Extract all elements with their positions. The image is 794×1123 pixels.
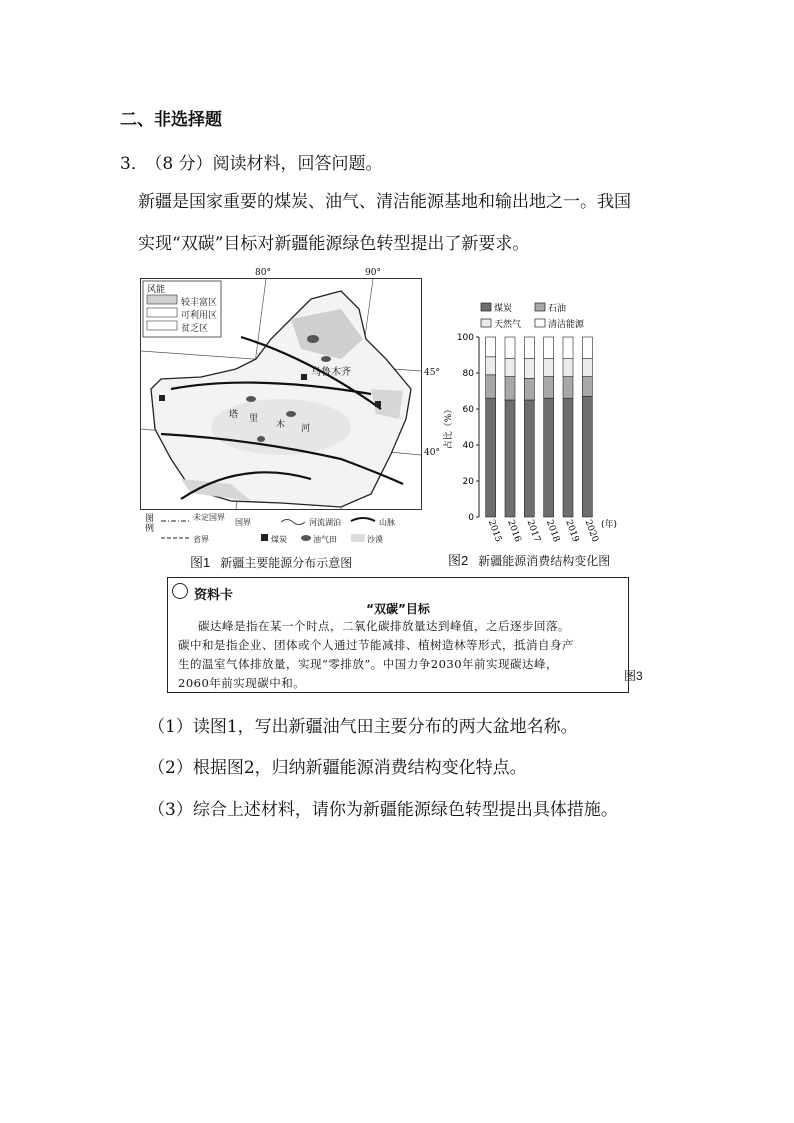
fig2-caption [448,550,610,569]
lat-label-40: 40° [424,448,440,458]
bar-segment [524,337,534,359]
card-line-4: 2060年前实现碳中和。 [178,676,306,690]
sub-question-1: （1）读图1，写出新疆油气田主要分布的两大盆地名称。 [148,717,578,737]
legend-national-border: 国界 [235,518,251,527]
oil-gas-field [257,436,265,442]
fig2-title: 新疆能源消费结构变化图 [478,554,611,568]
legend-swatch [481,319,491,327]
bar-segment [544,337,554,359]
bar-segment [505,337,515,359]
card-heading: “双碳”目标 [366,602,430,616]
section-heading: 二、非选择题 [120,110,222,130]
bar-segment [544,377,554,399]
card-title: 资料卡 [194,588,234,603]
city-label-urumqi: 乌鲁木齐 [311,367,351,378]
y-tick-label: 20 [462,477,474,487]
bar-segment [582,396,592,517]
bar-segment [524,359,534,379]
x-tick-label: 2018 [543,518,562,544]
info-card [167,577,629,693]
chart-labels [486,518,617,544]
river-label-1: 塔 [229,410,239,420]
card-line-1: 碳达峰是指在某一个时点，二氧化碳排放量达到峰值，之后逐步回落。 [198,619,570,633]
legend-rivers-lakes: 河流湖泊 [309,518,341,527]
bar-segment [486,357,496,375]
river-label-3: 木 [276,420,286,430]
bar-segment [582,359,592,377]
card-line-3: 生的温室气体排放量，实现“零排放”。中国力争2030年前实现碳达峰， [178,657,559,671]
bar-segment [486,375,496,398]
legend-desert: 沙漠 [367,535,383,544]
x-tick-label: 2017 [524,518,542,544]
sub-question-2: （2）根据图2，归纳新疆能源消费结构变化特点。 [148,758,527,778]
legend-mountains: 山脉 [379,518,395,527]
river-label-2: 里 [249,414,259,424]
y-tick-label: 100 [456,333,474,343]
x-tick-label: 2020 [582,518,600,544]
question-points: （8 分） [153,154,213,174]
oil-gas-field [307,335,319,343]
x-unit-label: (年) [601,520,618,530]
y-axis-label: 占比（%） [444,404,454,450]
legend-oil-gas: 油气田 [313,535,337,544]
chart-legend [481,302,585,330]
bar-segment [563,359,573,377]
bar-segment [582,377,592,397]
y-tick-label: 80 [462,369,474,379]
fig2-number: 图2 [448,553,469,568]
y-tick-label: 0 [468,513,474,523]
wind-legend-usable: 可利用区 [181,311,218,321]
legend-provincial-border: 省界 [193,535,209,544]
chart-bars [486,337,593,517]
coal-marker [375,401,381,407]
bar-segment [505,400,515,517]
lon-label-90: 90° [365,268,381,278]
fig1-caption [190,552,352,571]
bar-segment [563,337,573,359]
bar-segment [563,398,573,517]
legend-label: 煤炭 [494,304,513,314]
bar-segment [524,378,534,400]
card-circle-icon [172,583,188,599]
lon-label-80: 80° [255,268,271,278]
legend-label: 石油 [548,304,567,314]
bar-segment [582,337,592,359]
coal-marker [301,374,307,380]
legend-swatch [535,319,545,327]
question-number: 3． [120,154,148,174]
river-label-4: 河 [301,424,311,434]
card-line-2: 碳中和是指企业、团体或个人通过节能减排、植树造林等形式，抵消自身产 [178,638,574,652]
bar-segment [524,400,534,517]
bar-segment [486,337,496,357]
bar-segment [505,377,515,400]
y-tick-label: 60 [462,405,474,415]
fig1-number: 图1 [190,555,211,570]
bar-segment [563,377,573,399]
fig3-number: 图3 [624,669,643,683]
legend-coal: 煤炭 [271,535,287,544]
intro-line-1: 新疆是国家重要的煤炭、油气、清洁能源基地和输出地之一。我国 [138,192,631,212]
x-tick-label: 2019 [563,518,581,544]
fig1-title: 新疆主要能源分布示意图 [220,556,353,570]
legend-swatch [535,303,545,311]
bar-segment [486,398,496,517]
legend-swatch [481,303,491,311]
question-prompt: 阅读材料，回答问题。 [212,154,383,174]
lat-label-45: 45° [424,368,440,378]
chart-axes [442,333,479,523]
bar-segment [505,359,515,377]
bar-segment [544,398,554,517]
intro-line-2: 实现“双碳”目标对新疆能源绿色转型提出了新要求。 [138,234,530,254]
map-bottom-legend [145,512,435,546]
oil-gas-field [321,356,331,362]
legend-label: 清洁能源 [548,320,585,330]
energy-map [140,278,422,510]
oil-gas-field [246,396,256,402]
y-tick-label: 40 [462,441,474,451]
wind-legend-poor: 贫乏区 [181,324,209,334]
sub-question-3: （3）综合上述材料，请你为新疆能源绿色转型提出具体措施。 [148,800,618,820]
legend-label: 天然气 [494,320,522,330]
bar-segment [544,359,554,377]
oil-gas-field [286,411,296,417]
bottom-legend-label: 图例 [145,514,155,534]
question-stem [120,149,383,174]
coal-marker [159,395,165,401]
wind-legend-rich: 较丰富区 [181,298,218,308]
energy-chart [435,295,635,545]
legend-undefined-border: 未定国界 [193,513,225,522]
wind-legend-title: 风能 [147,285,166,295]
x-tick-label: 2016 [505,518,523,544]
x-tick-label: 2015 [485,518,504,544]
